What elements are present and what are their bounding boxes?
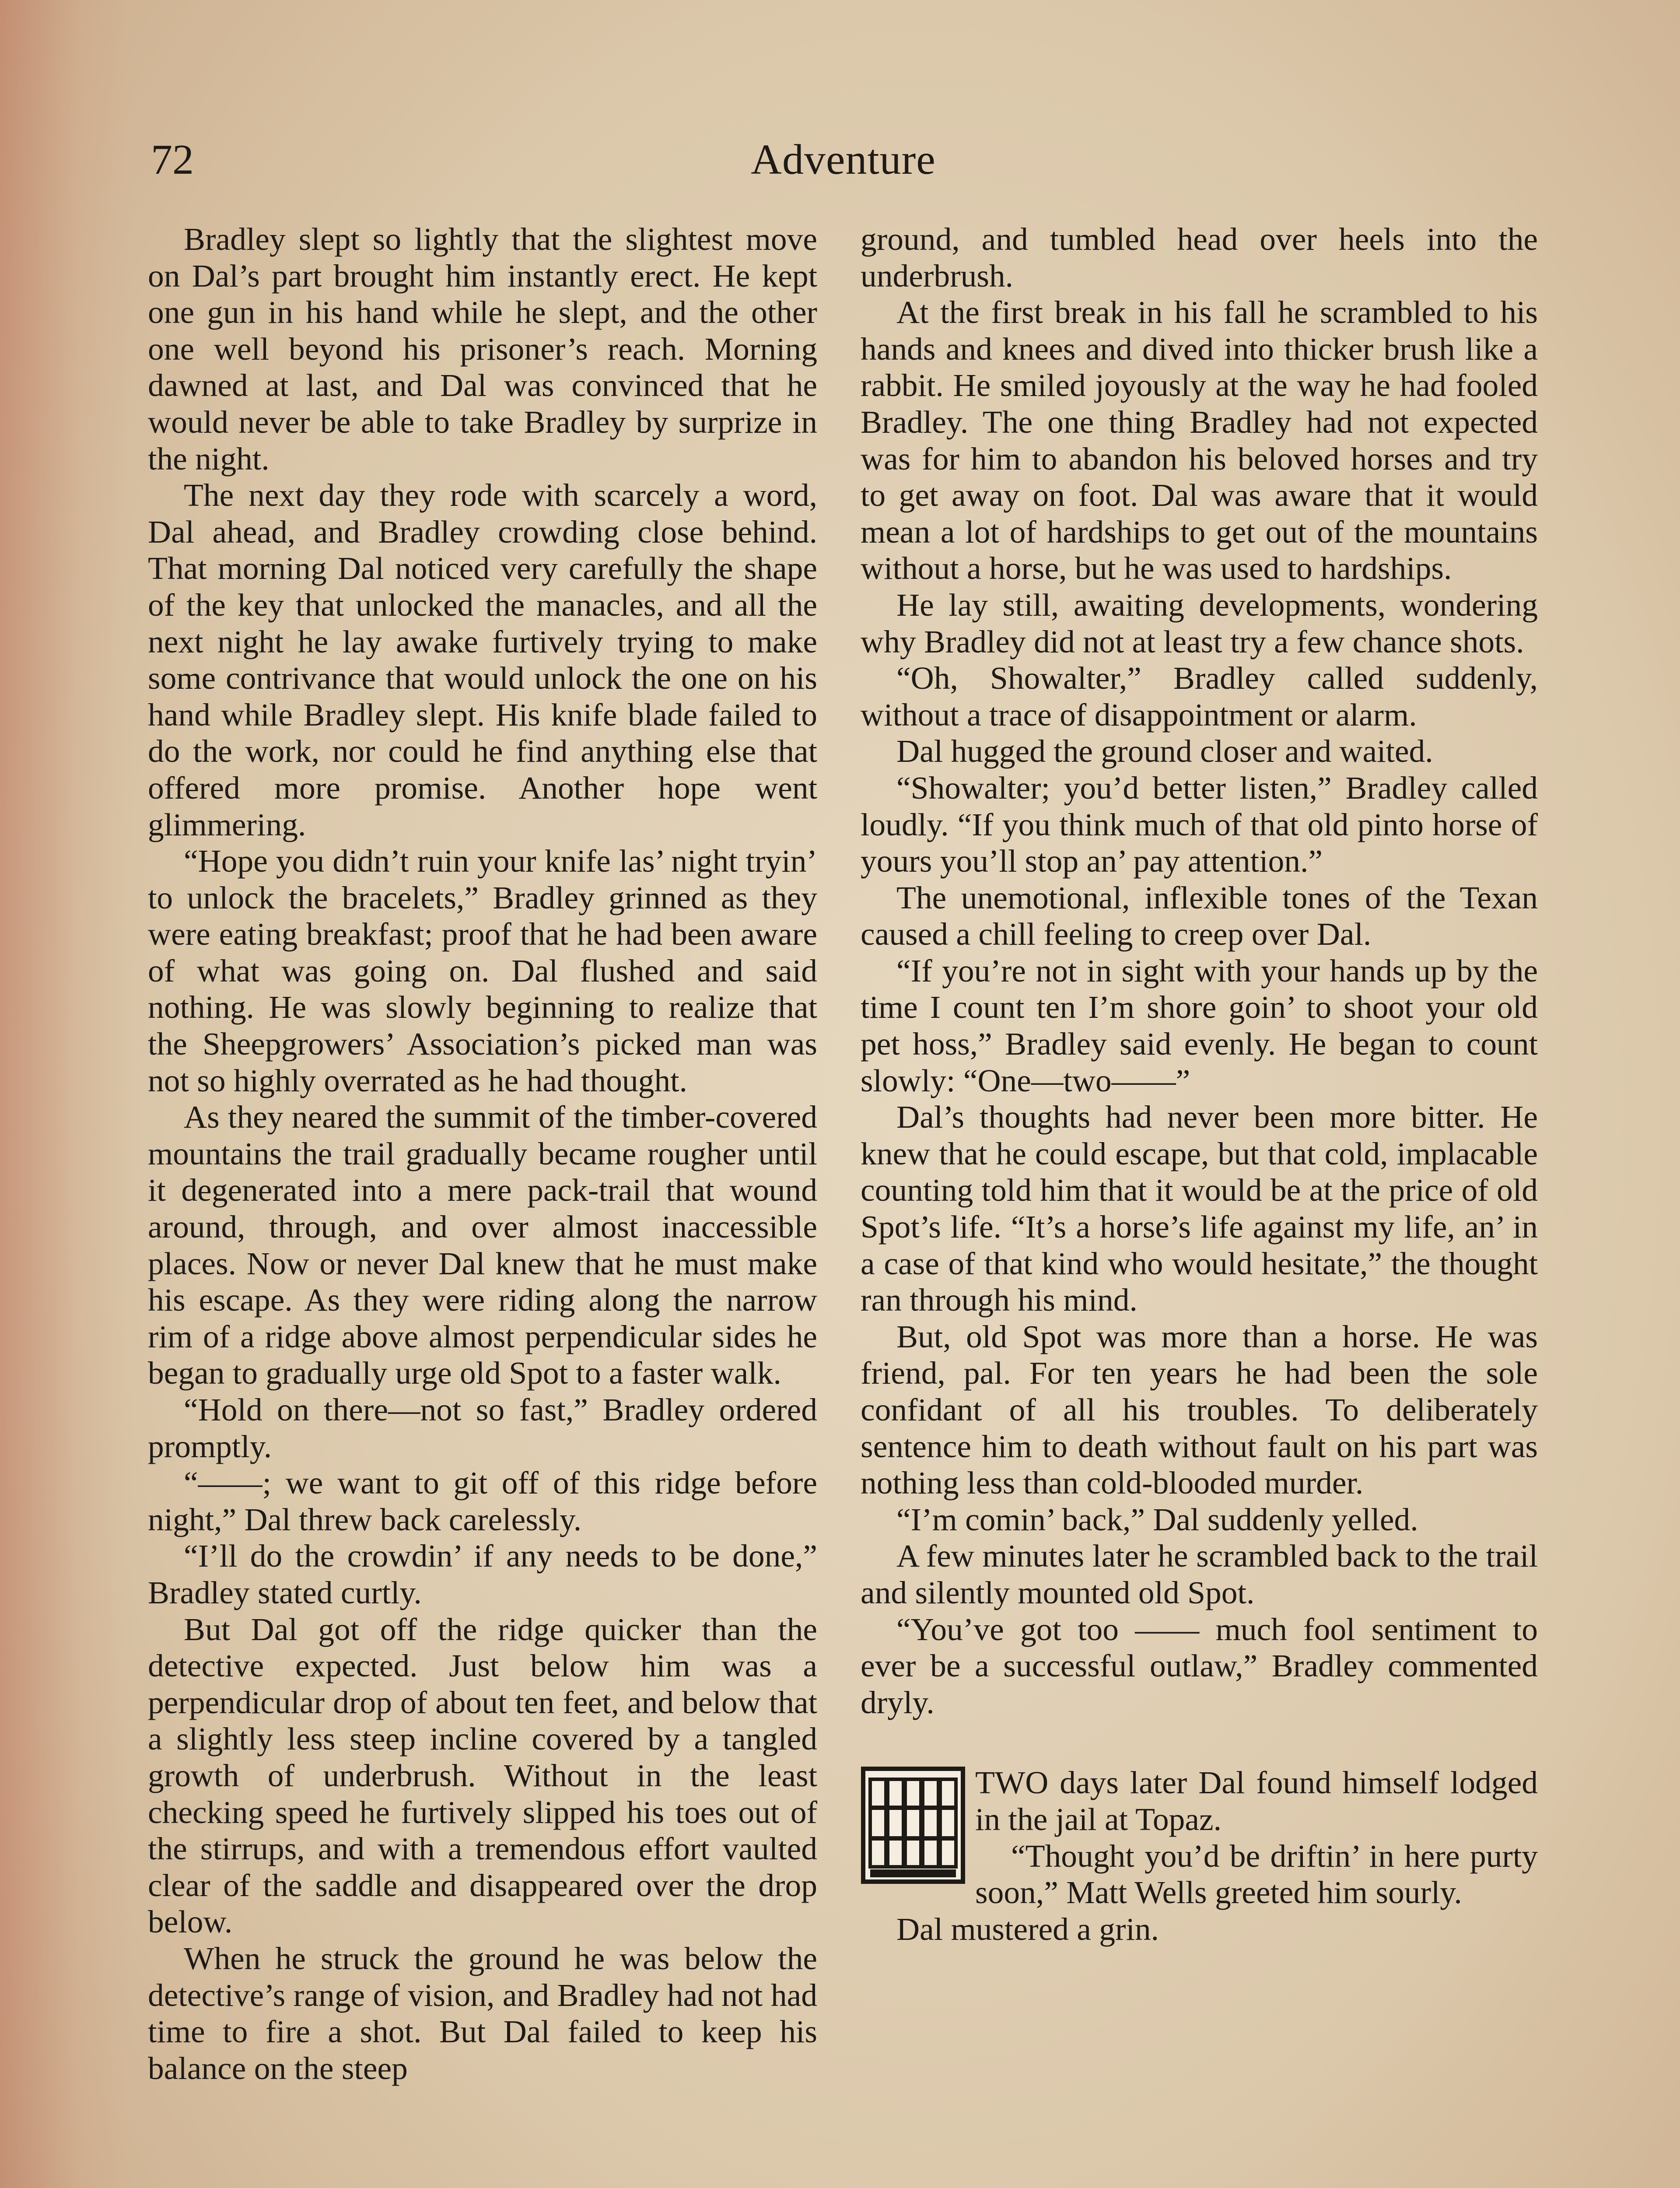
paragraph: The next day they rode with scarcely a word, Dal ahead, and Bradley crowding close behind. That morning Dal noticed very carefully the shape of the key that unlocked the manacles, and all the next night he lay awake furtively trying to make some contrivance that would unlock the one on his hand while Bradley slept. His knife blade failed to do the work, nor could he find anything else that offered more promise. Another hope went glimmering.	[148, 477, 817, 842]
paragraph: “——; we want to git off of this ridge before night,” Dal threw back carelessly.	[148, 1465, 817, 1537]
paragraph: Dal mustered a grin.	[896, 1911, 1159, 1947]
paragraph: He lay still, awaiting developments, wondering why Bradley did not at least try a few chance shots.	[861, 587, 1538, 659]
paragraph: “I’ll do the crowdin’ if any needs to be done,” Bradley stated curtly.	[148, 1538, 817, 1610]
paragraph: “Hope you didn’t ruin your knife las’ night tryin’ to unlock the bracelets,” Bradley grinned as they were eating breakfast; proof that he had been aware of what was going on. Dal flushed and said nothing. He was slowly beginning to realize that the Sheepgrowers’ Association’s picked man was not so highly overrated as he had thought.	[148, 843, 817, 1098]
paragraph: “Hold on there—not so fast,” Bradley ordered promptly.	[148, 1392, 817, 1464]
paragraph: “Showalter; you’d better listen,” Bradley called loudly. “If you think much of that old pinto horse of yours you’ll stop an’ pay attention.”	[861, 770, 1538, 879]
page-edge-stain	[0, 0, 131, 2188]
page-number: 72	[151, 136, 194, 183]
jail-window-icon	[861, 1766, 966, 1884]
running-title: Adventure	[751, 136, 936, 183]
paragraph: ground, and tumbled head over heels into the underbrush.	[861, 221, 1538, 294]
paragraph: At the first break in his fall he scrambled to his hands and knees and dived into thicker brush like a rabbit. He smiled joyously at the way he had fooled Bradley. The one thing Bradley had not expected was for him to abandon his beloved horses and try to get away on foot. Dal was aware that it would mean a lot of hardships to get out of the mountains without a horse, but he was used to hardships.	[861, 295, 1538, 586]
paragraph: But Dal got off the ridge quicker than the detective expected. Just below him was a perpendicular drop of about ten feet, and below that a slightly less steep incline covered by a tangled growth of underbrush. Without in the least checking speed he furtively slipped his toes out of the stirrups, and with a tremendous effort vaulted clear of the saddle and disappeared over the drop below.	[148, 1611, 817, 1940]
paragraph: Dal’s thoughts had never been more bitter. He knew that he could escape, but that cold, implacable counting told him that it would be at the price of old Spot’s life. “It’s a horse’s life against my life, an’ in a case of that kind who would hesitate,” the thought ran through his mind.	[861, 1099, 1538, 1318]
paragraph: “Oh, Showalter,” Bradley called suddenly, without a trace of disappointment or alarm.	[861, 660, 1538, 733]
page-header	[151, 127, 1536, 193]
paragraph: As they neared the summit of the timber-covered mountains the trail gradually became rougher until it degenerated into a mere pack-trail that wound around, through, and over almost inaccessible places. Now or never Dal knew that he must make his escape. As they were riding along the narrow rim of a ridge above almost perpendicular sides he began to gradually urge old Spot to a faster walk.	[148, 1099, 817, 1391]
right-column	[861, 221, 1538, 1947]
paragraph: “Thought you’d be driftin’ in here purty soon,” Matt Wells greeted him sourly.	[975, 1838, 1538, 1911]
paragraph: “You’ve got too —— much fool sentiment to ever be a successful outlaw,” Bradley commented dryly.	[861, 1611, 1538, 1720]
paragraph: Bradley slept so lightly that the slightest move on Dal’s part brought him instantly erect. He kept one gun in his hand while he slept, and the other one well beyond his prisoner’s reach. Morning dawned at last, and Dal was convinced that he would never be able to take Bradley by surprize in the night.	[148, 221, 817, 477]
paragraph: “If you’re not in sight with your hands up by the time I count ten I’m shore goin’ to shoot your old pet hoss,” Bradley said evenly. He began to count slowly: “One—two——”	[861, 953, 1538, 1098]
paragraph: “I’m comin’ back,” Dal suddenly yelled.	[896, 1501, 1418, 1537]
paragraph: Dal hugged the ground closer and waited.	[896, 733, 1433, 769]
paragraph: A few minutes later he scrambled back to the trail and silently mounted old Spot.	[861, 1538, 1538, 1610]
paragraph: When he struck the ground he was below the detective’s range of vision, and Bradley had not had time to fire a shot. But Dal failed to keep his balance on the steep	[148, 1940, 817, 2086]
paragraph: TWO days later Dal found himself lodged in the jail at Topaz.	[975, 1765, 1538, 1837]
left-column	[148, 221, 817, 2086]
paragraph: The unemotional, inflexible tones of the Texan caused a chill feeling to creep over Dal.	[861, 880, 1538, 952]
paragraph: But, old Spot was more than a horse. He was friend, pal. For ten years he had been the sole confidant of all his troubles. To deliberately sentence him to death without fault on his part was nothing less than cold-blooded murder.	[861, 1318, 1538, 1501]
section-break	[861, 1764, 1538, 1947]
